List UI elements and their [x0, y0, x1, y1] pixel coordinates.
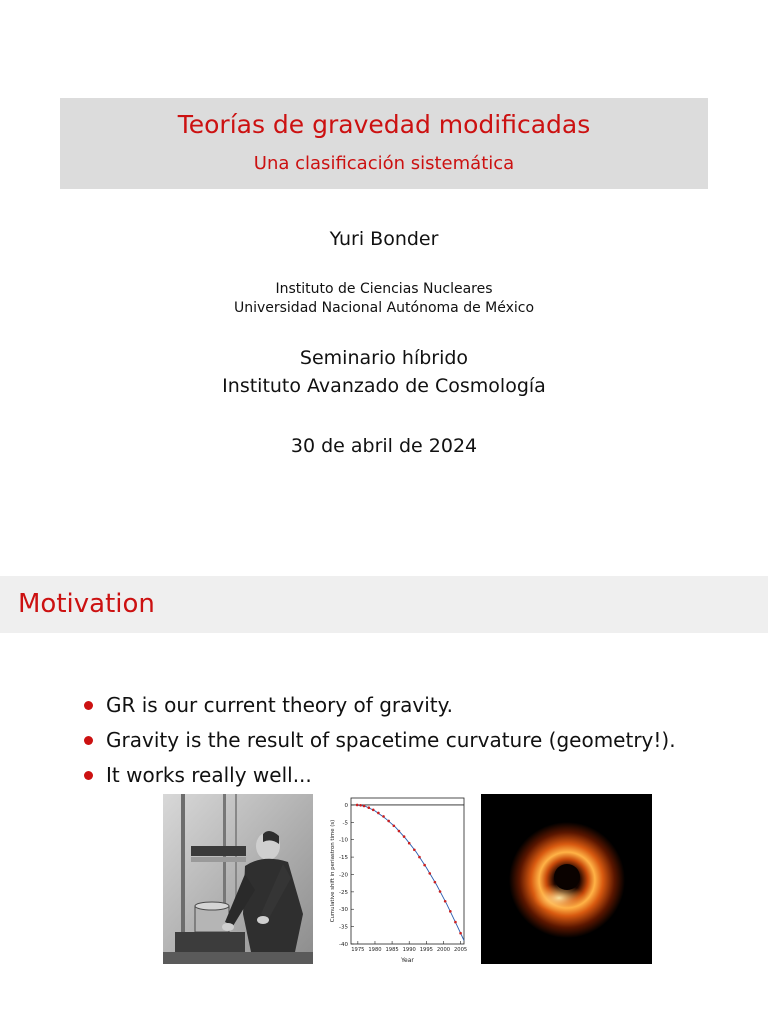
data-point: [387, 820, 390, 823]
plot-area: [351, 798, 464, 944]
bullet-item: [82, 758, 676, 793]
x-tick-label: 1990: [402, 947, 416, 953]
event-line1: Seminario híbrido: [299, 347, 469, 369]
y-axis-label: Cumulative shift in periastron time (s): [330, 819, 336, 923]
data-point: [439, 890, 442, 893]
x-axis-label: Year: [401, 957, 414, 964]
data-point: [382, 815, 385, 818]
data-point: [372, 809, 375, 812]
x-tick-label: 1975: [351, 947, 365, 953]
bullet-text: Gravity is the result of spacetime curvature (geometry!).: [106, 728, 676, 752]
y-tick-label: -35: [339, 924, 348, 931]
scientist-with-apparatus-photo: [163, 794, 313, 964]
black-hole-drawing: [481, 794, 652, 964]
data-point: [408, 842, 411, 845]
data-point: [423, 864, 426, 867]
y-tick-label: -25: [339, 889, 348, 896]
institution-line1: Instituto de Ciencias Nucleares: [275, 281, 493, 297]
frame-header: [0, 576, 768, 633]
x-tick-label: 2000: [436, 947, 451, 953]
x-tick-label: 1985: [385, 947, 399, 953]
data-point: [444, 900, 447, 903]
bullet-text: GR is our current theory of gravity.: [106, 693, 453, 717]
x-tick-label: 1995: [419, 947, 433, 953]
data-point: [459, 932, 462, 935]
x-tick-label: 1980: [368, 947, 382, 953]
data-point: [428, 872, 431, 875]
bullet-dot-icon: [84, 736, 93, 745]
periastron-shift-chart: [325, 794, 470, 964]
frame-title: Motivation: [18, 589, 155, 619]
y-tick-label: 0: [344, 802, 348, 809]
data-point: [398, 830, 401, 833]
data-point: [403, 835, 406, 838]
chart-svg: [325, 794, 470, 964]
data-point: [363, 805, 366, 808]
title-box: [60, 98, 708, 189]
y-tick-label: -20: [339, 872, 348, 879]
bullet-text: It works really well...: [106, 763, 312, 787]
data-point: [356, 804, 359, 807]
data-point: [454, 921, 457, 924]
data-point: [377, 812, 380, 815]
bullet-item: [82, 723, 676, 758]
y-tick-label: -5: [342, 820, 348, 827]
bullet-dot-icon: [84, 701, 93, 710]
y-tick-label: -30: [339, 907, 348, 914]
data-point: [359, 804, 362, 807]
y-tick-label: -10: [339, 837, 348, 844]
y-tick-label: -15: [339, 855, 348, 862]
presentation-title: Teorías de gravedad modificadas: [177, 110, 591, 139]
y-tick-label: -40: [339, 942, 348, 948]
bullet-item: [82, 688, 676, 723]
black-hole-image: [481, 794, 652, 964]
photo-drawing: [163, 794, 313, 964]
bullet-dot-icon: [84, 771, 93, 780]
institution-line2: Universidad Nacional Autónoma de México: [233, 300, 535, 316]
bullet-list: [82, 688, 676, 793]
data-point: [418, 856, 421, 859]
event-line2: Instituto Avanzado de Cosmología: [222, 375, 546, 397]
data-point: [368, 806, 371, 809]
data-point: [434, 881, 437, 884]
presentation-subtitle: Una clasificación sistemática: [253, 153, 515, 174]
author: Yuri Bonder: [329, 228, 439, 250]
date: 30 de abril de 2024: [290, 435, 478, 457]
data-point: [393, 825, 396, 828]
motivation-slide: [0, 576, 768, 1024]
data-point: [449, 910, 452, 913]
data-point: [413, 848, 416, 851]
x-tick-label: 2005: [453, 947, 468, 953]
